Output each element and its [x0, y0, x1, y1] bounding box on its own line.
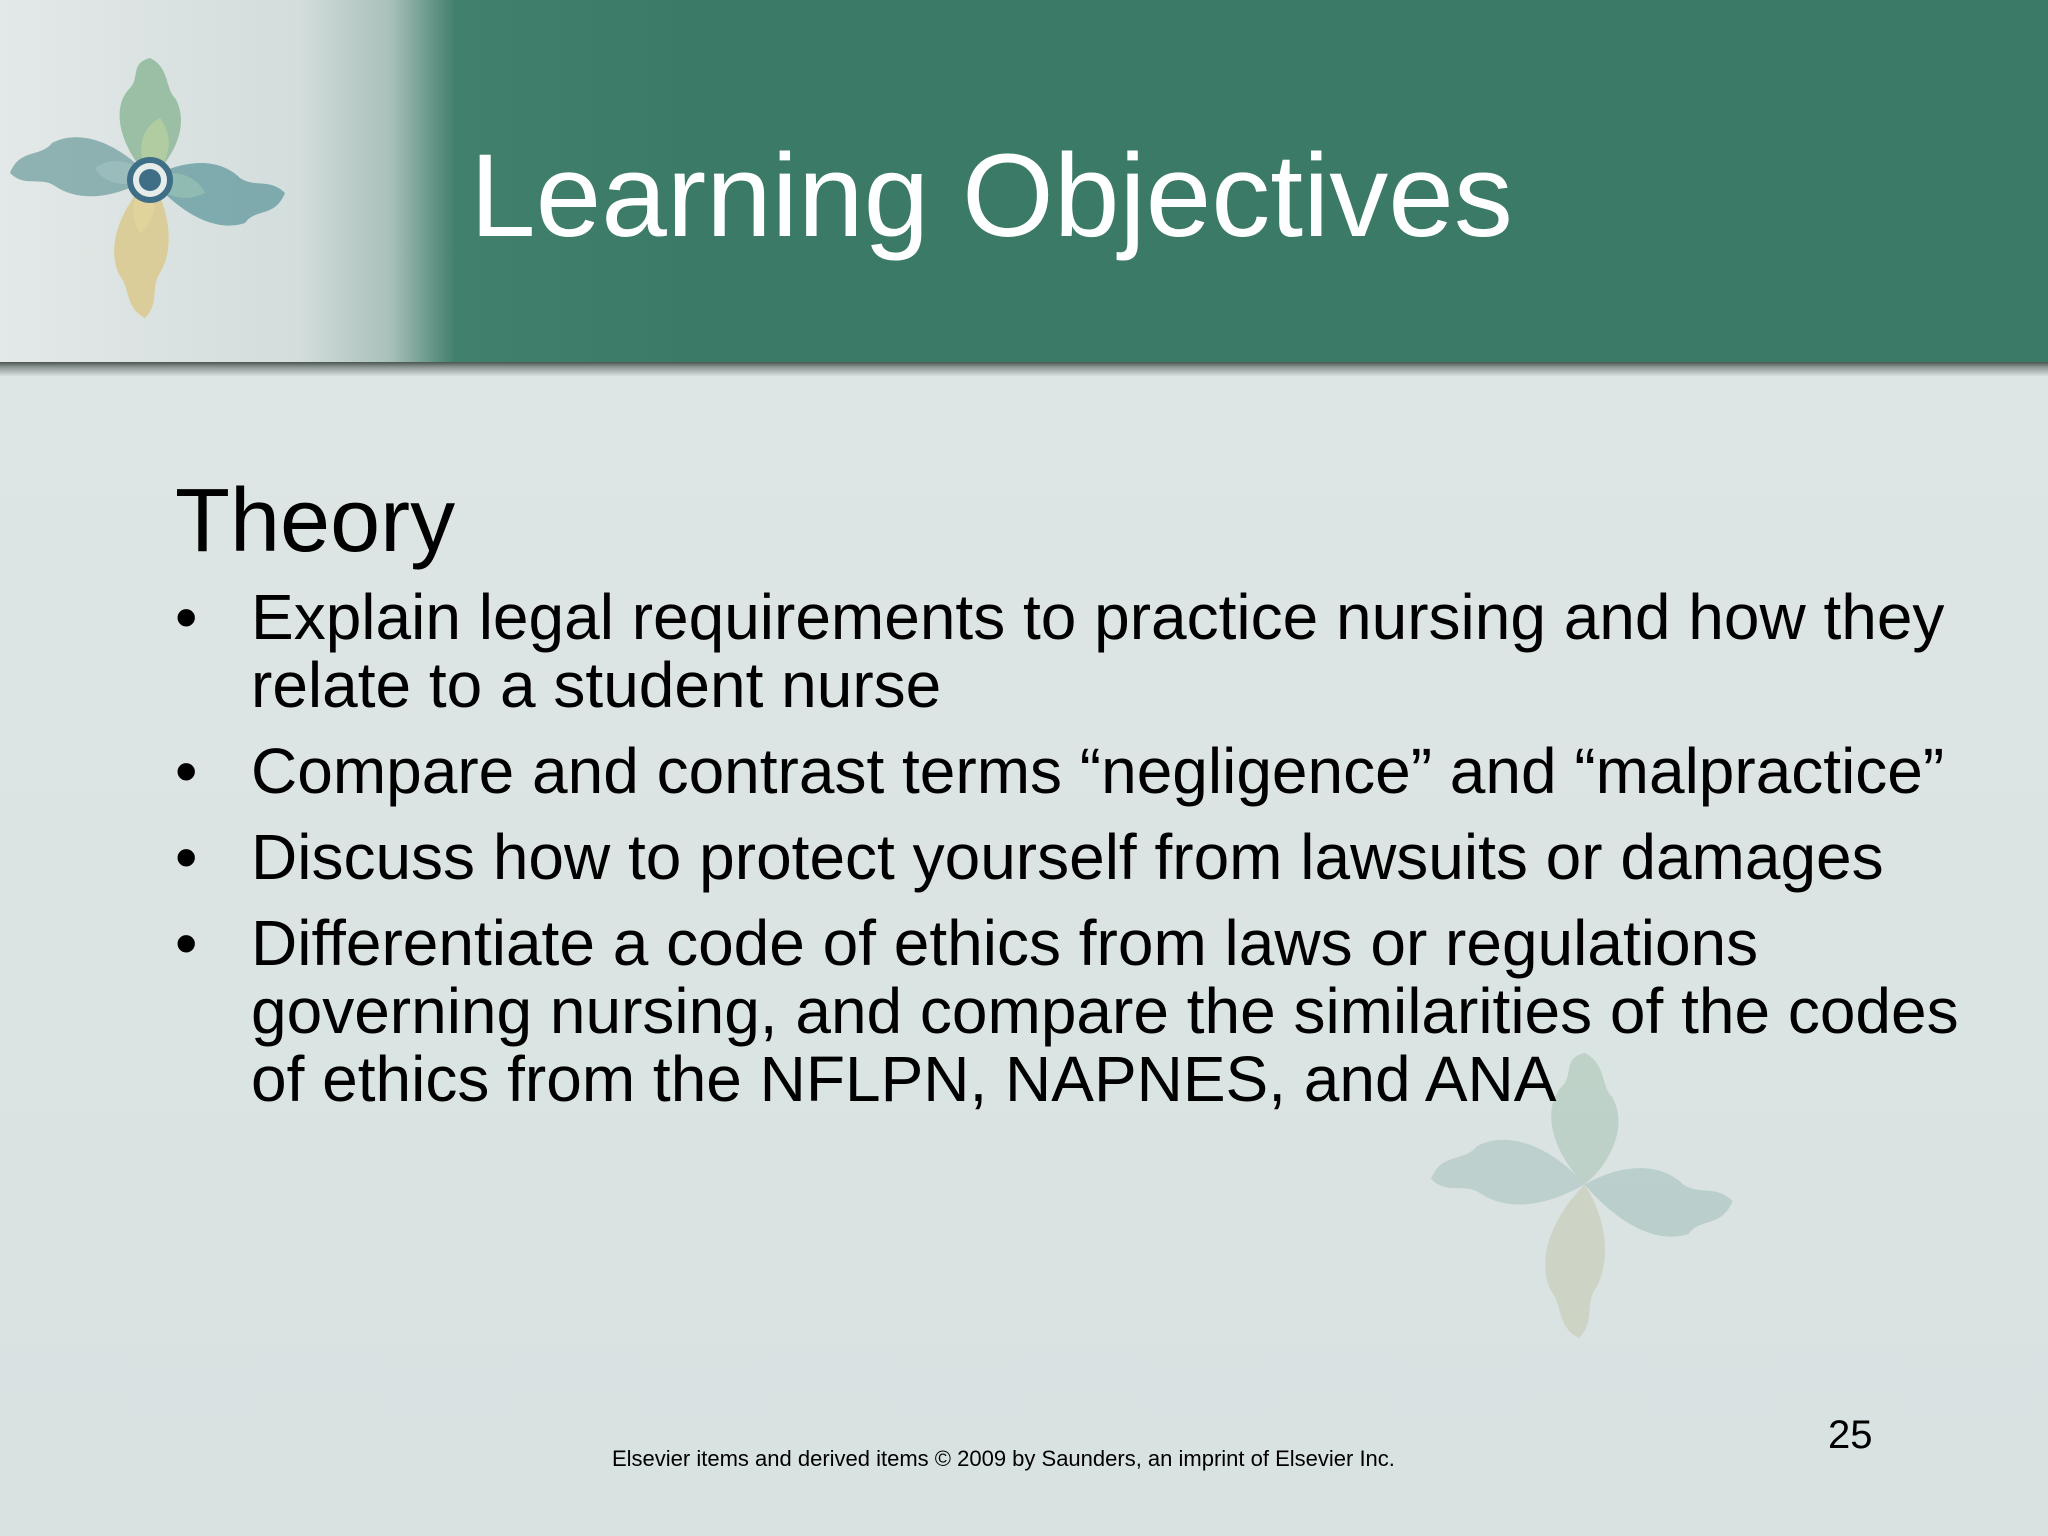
page-number: 25 [1828, 1413, 1873, 1457]
list-item-text: Compare and contrast terms “negligence” and “malpractice” [251, 735, 1945, 807]
list-item-text: Differentiate a code of ethics from laws or regulations governing nursing, and compare the similarities of the codes of ethics from the NFLPN, NAPNES, and ANA [251, 907, 1959, 1115]
list-item [175, 823, 1975, 891]
list-item [175, 737, 1975, 805]
bullet-icon: • [175, 581, 198, 653]
list-item [175, 909, 1975, 1113]
bullet-icon: • [175, 821, 198, 893]
bullet-icon: • [175, 907, 198, 979]
list-item-text: Explain legal requirements to practice nursing and how they relate to a student nurse [251, 581, 1945, 721]
header-divider [0, 362, 2048, 376]
pinwheel-leaf-logo-icon [0, 28, 310, 338]
list-item-text: Discuss how to protect yourself from lawsuits or damages [251, 821, 1884, 893]
section-heading: Theory [175, 471, 456, 571]
copyright-notice: Elsevier items and derived items © 2009 by Saunders, an imprint of Elsevier Inc. [612, 1446, 1395, 1471]
bullet-icon: • [175, 735, 198, 807]
objectives-list [175, 583, 1975, 1131]
slide-title: Learning Objectives [470, 130, 1513, 262]
list-item [175, 583, 1975, 719]
